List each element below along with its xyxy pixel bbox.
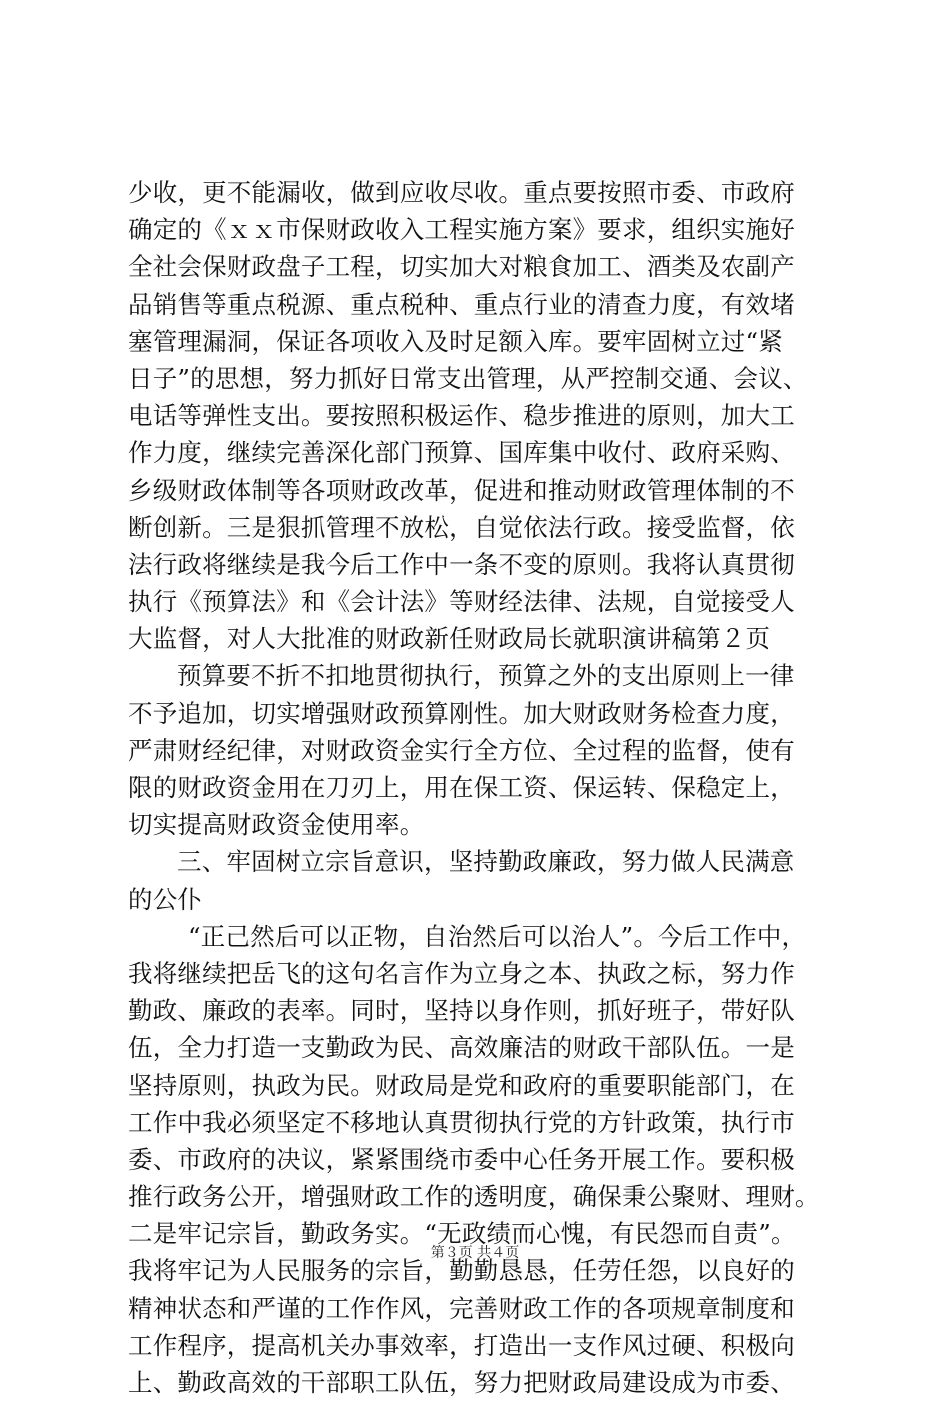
text-line: 品销售等重点税源、重点税种、重点行业的清查力度，有效堵 (128, 289, 795, 319)
text-line: 二是牢记宗旨，勤政务实。“无政绩而心愧，有民怨而自责”。 (128, 1219, 796, 1249)
text-line: 限的财政资金用在刀刃上，用在保工资、保运转、保稳定上， (128, 773, 795, 802)
text-line: 精神状态和严谨的工作作风，完善财政工作的各项规章制度和 (128, 1293, 795, 1323)
text-line: 我将继续把岳飞的这句名言作为立身之本、执政之标，努力作 (128, 958, 795, 988)
text-line: 作力度，继续完善深化部门预算、国库集中收付、政府采购、 (128, 438, 795, 468)
text-line: 我将牢记为人民服务的宗旨，勤勤恳恳，任劳任怨，以良好的 (128, 1256, 795, 1286)
text-line: 推行政务公开，增强财政工作的透明度，确保秉公聚财、理财。 (128, 1182, 820, 1212)
text-line: 乡级财政体制等各项财政改革，促进和推动财政管理体制的不 (128, 475, 795, 505)
text-line: 全社会保财政盘子工程，切实加大对粮食加工、酒类及农副产 (128, 252, 795, 282)
text-line: 大监督，对人大批准的财政新任财政局长就职演讲稿第２页 (128, 624, 771, 654)
text-line: 少收，更不能漏收，做到应收尽收。重点要按照市委、市政府 (128, 178, 795, 207)
body-text (128, 174, 863, 1401)
text-line: 法行政将继续是我今后工作中一条不变的原则。我将认真贯彻 (128, 549, 795, 579)
paragraph-start-line: “正己然后可以正物，自治然后可以治人”。今后工作中， (188, 921, 807, 951)
text-line: 日子”的思想，努力抓好日常支出管理，从严控制交通、会议、 (128, 363, 808, 393)
section-heading: 三、牢固树立宗旨意识，坚持勤政廉政，努力做人民满意 (177, 847, 795, 877)
paragraph-start-line: 预算要不折不扣地贯彻执行，预算之外的支出原则上一律 (177, 661, 795, 691)
text-line: 上、勤政高效的干部职工队伍，努力把财政局建设成为市委、 (128, 1368, 795, 1397)
section-heading-continued: 的公仆 (128, 884, 203, 914)
text-line: 确定的《ｘｘ市保财政收入工程实施方案》要求，组织实施好 (128, 215, 795, 245)
text-line: 执行《预算法》和《会计法》等财经法律、法规，自觉接受人 (128, 587, 795, 617)
text-line: 电话等弹性支出。要按照积极运作、稳步推进的原则，加大工 (128, 401, 795, 431)
text-line: 勤政、廉政的表率。同时，坚持以身作则，抓好班子，带好队 (128, 996, 795, 1026)
text-line: 委、市政府的决议，紧紧围绕市委中心任务开展工作。要积极 (128, 1144, 795, 1174)
text-line: 工作程序，提高机关办事效率，打造出一支作风过硬、积极向 (128, 1330, 795, 1360)
page-footer: 第３页 共４页 (430, 1245, 520, 1261)
text-line: 严肃财经纪律，对财政资金实行全方位、全过程的监督，使有 (128, 735, 795, 765)
text-line: 断创新。三是狠抓管理不放松，自觉依法行政。接受监督，依 (128, 512, 795, 542)
text-line: 伍，全力打造一支勤政为民、高效廉洁的财政干部队伍。一是 (128, 1033, 795, 1063)
text-line: 塞管理漏洞，保证各项收入及时足额入库。要牢固树立过“紧 (128, 326, 783, 356)
text-line: 不予追加，切实增强财政预算刚性。加大财政财务检查力度， (128, 698, 795, 728)
text-line: 切实提高财政资金使用率。 (128, 810, 425, 840)
text-line: 坚持原则，执政为民。财政局是党和政府的重要职能部门，在 (128, 1070, 795, 1100)
text-line: 工作中我必须坚定不移地认真贯彻执行党的方针政策，执行市 (128, 1107, 795, 1137)
